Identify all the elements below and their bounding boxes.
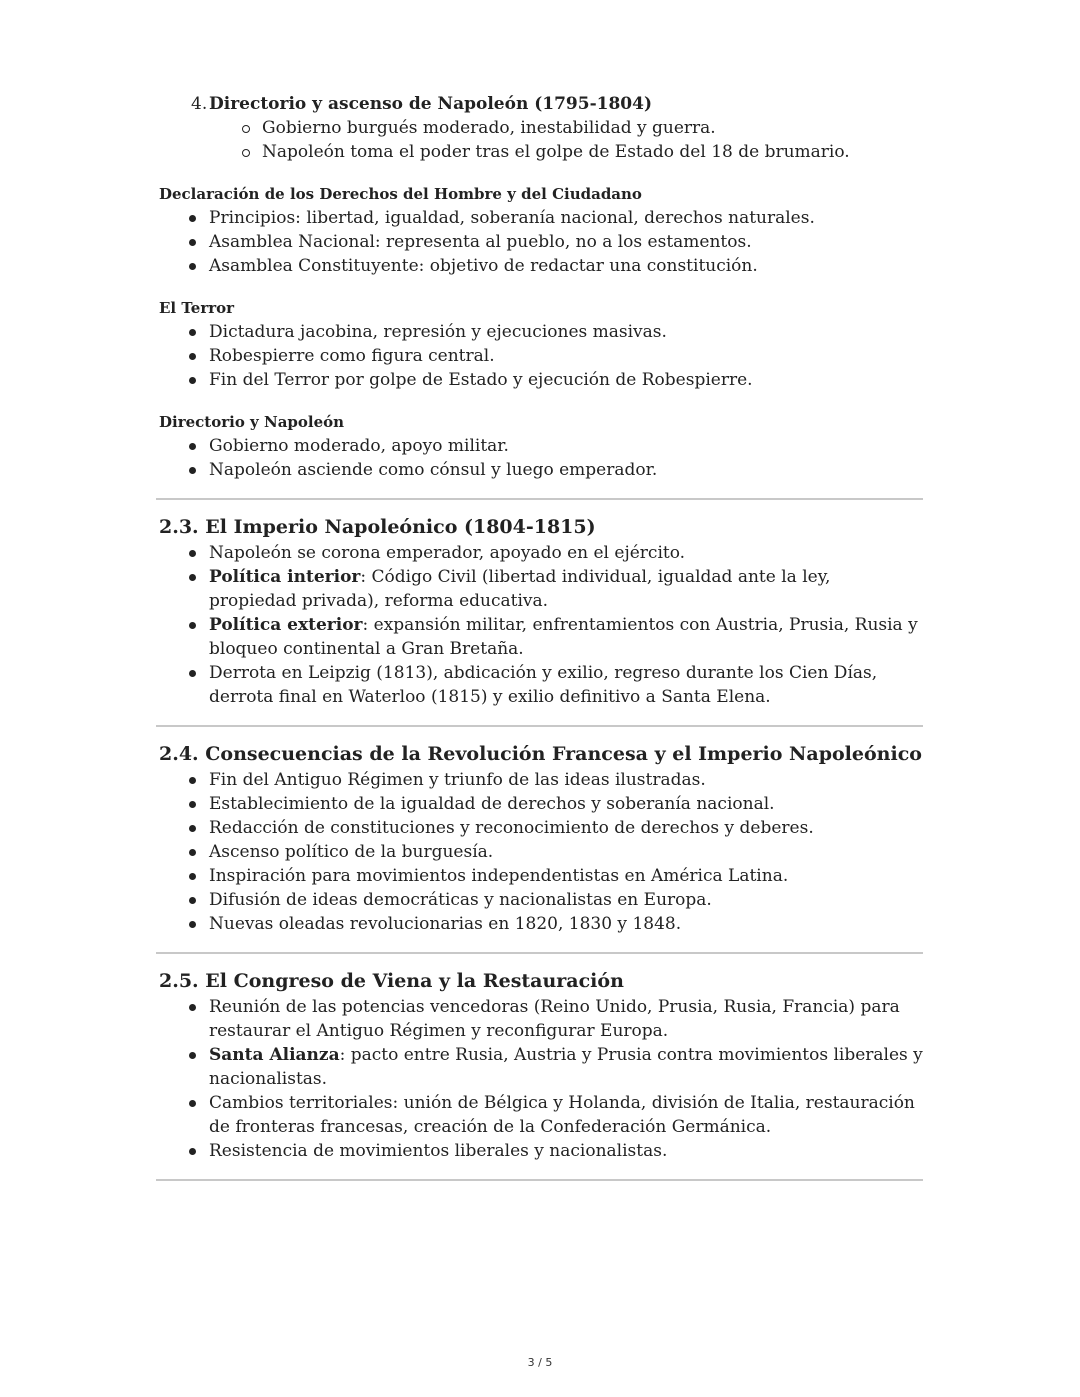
bullet-list	[209, 320, 923, 392]
item-text: : pacto entre Rusia, Austria y Prusia contra movimientos liberales y nacionalistas.	[209, 1045, 923, 1089]
horizontal-rule	[156, 498, 923, 500]
sub-list-item: Gobierno burgués moderado, inestabilidad y guerra.	[262, 116, 923, 140]
section-title: 2.3. El Imperio Napoleónico (1804-1815)	[159, 516, 596, 538]
list-item: Robespierre como figura central.	[209, 344, 923, 368]
list-item: Napoleón asciende como cónsul y luego emperador.	[209, 458, 923, 482]
list-item: Gobierno moderado, apoyo militar.	[209, 434, 923, 458]
bullet-list	[209, 768, 923, 936]
page-content	[159, 92, 923, 1181]
list-item: Reunión de las potencias vencedoras (Reino Unido, Prusia, Rusia, Francia) para restaurar el Antiguo Régimen y reconfigurar Europa.	[209, 995, 923, 1043]
list-item: Ascenso político de la burguesía.	[209, 840, 923, 864]
list-item	[209, 1043, 923, 1091]
bold-term: Política exterior	[209, 615, 363, 635]
list-item: Establecimiento de la igualdad de derechos y soberanía nacional.	[209, 792, 923, 816]
item-number: 4.	[191, 94, 208, 114]
list-item: Fin del Terror por golpe de Estado y ejecución de Robespierre.	[209, 368, 923, 392]
list-item: Derrota en Leipzig (1813), abdicación y exilio, regreso durante los Cien Días, derrota final en Waterloo (1815) y exilio definitivo a Santa Elena.	[209, 661, 923, 709]
horizontal-rule	[156, 1179, 923, 1181]
item-text: : Código Civil (libertad individual, igualdad ante la ley, propiedad privada), reforma educativa.	[209, 567, 831, 611]
horizontal-rule	[156, 725, 923, 727]
horizontal-rule	[156, 952, 923, 954]
list-item: Fin del Antiguo Régimen y triunfo de las ideas ilustradas.	[209, 768, 923, 792]
bold-term: Santa Alianza	[209, 1045, 340, 1065]
list-item: Napoleón se corona emperador, apoyado en el ejército.	[209, 541, 923, 565]
bold-term: Política interior	[209, 567, 361, 587]
bullet-list	[209, 541, 923, 709]
item-text: : expansión militar, enfrentamientos con Austria, Prusia, Rusia y bloqueo continental a Gran Bretaña.	[209, 615, 918, 659]
list-item: Inspiración para movimientos independentistas en América Latina.	[209, 864, 923, 888]
list-item: Asamblea Constituyente: objetivo de redactar una constitución.	[209, 254, 923, 278]
bullet-list	[209, 434, 923, 482]
list-item: Redacción de constituciones y reconocimiento de derechos y deberes.	[209, 816, 923, 840]
list-item: Dictadura jacobina, represión y ejecuciones masivas.	[209, 320, 923, 344]
bullet-list	[209, 995, 923, 1163]
list-item: Cambios territoriales: unión de Bélgica y Holanda, división de Italia, restauración de fronteras francesas, creación de la Confederación Germánica.	[209, 1091, 923, 1139]
block-heading: Directorio y Napoleón	[159, 413, 345, 431]
sub-list-item: Napoleón toma el poder tras el golpe de Estado del 18 de brumario.	[262, 140, 923, 164]
list-item: Resistencia de movimientos liberales y nacionalistas.	[209, 1139, 923, 1163]
block-heading: Declaración de los Derechos del Hombre y del Ciudadano	[159, 185, 642, 203]
section-title: 2.5. El Congreso de Viena y la Restauración	[159, 970, 624, 992]
numbered-item	[159, 92, 923, 116]
list-item: Asamblea Nacional: representa al pueblo, no a los estamentos.	[209, 230, 923, 254]
bullet-list	[209, 206, 923, 278]
section-title: 2.4. Consecuencias de la Revolución Francesa y el Imperio Napoleónico	[159, 743, 922, 765]
list-item	[209, 565, 923, 613]
list-item: Principios: libertad, igualdad, soberanía nacional, derechos naturales.	[209, 206, 923, 230]
item-title: Directorio y ascenso de Napoleón (1795-1804)	[209, 94, 652, 114]
sub-list	[262, 116, 923, 164]
list-item: Difusión de ideas democráticas y nacionalistas en Europa.	[209, 888, 923, 912]
list-item: Nuevas oleadas revolucionarias en 1820, 1830 y 1848.	[209, 912, 923, 936]
page-number: 3 / 5	[527, 1356, 553, 1369]
block-heading: El Terror	[159, 299, 235, 317]
list-item	[209, 613, 923, 661]
